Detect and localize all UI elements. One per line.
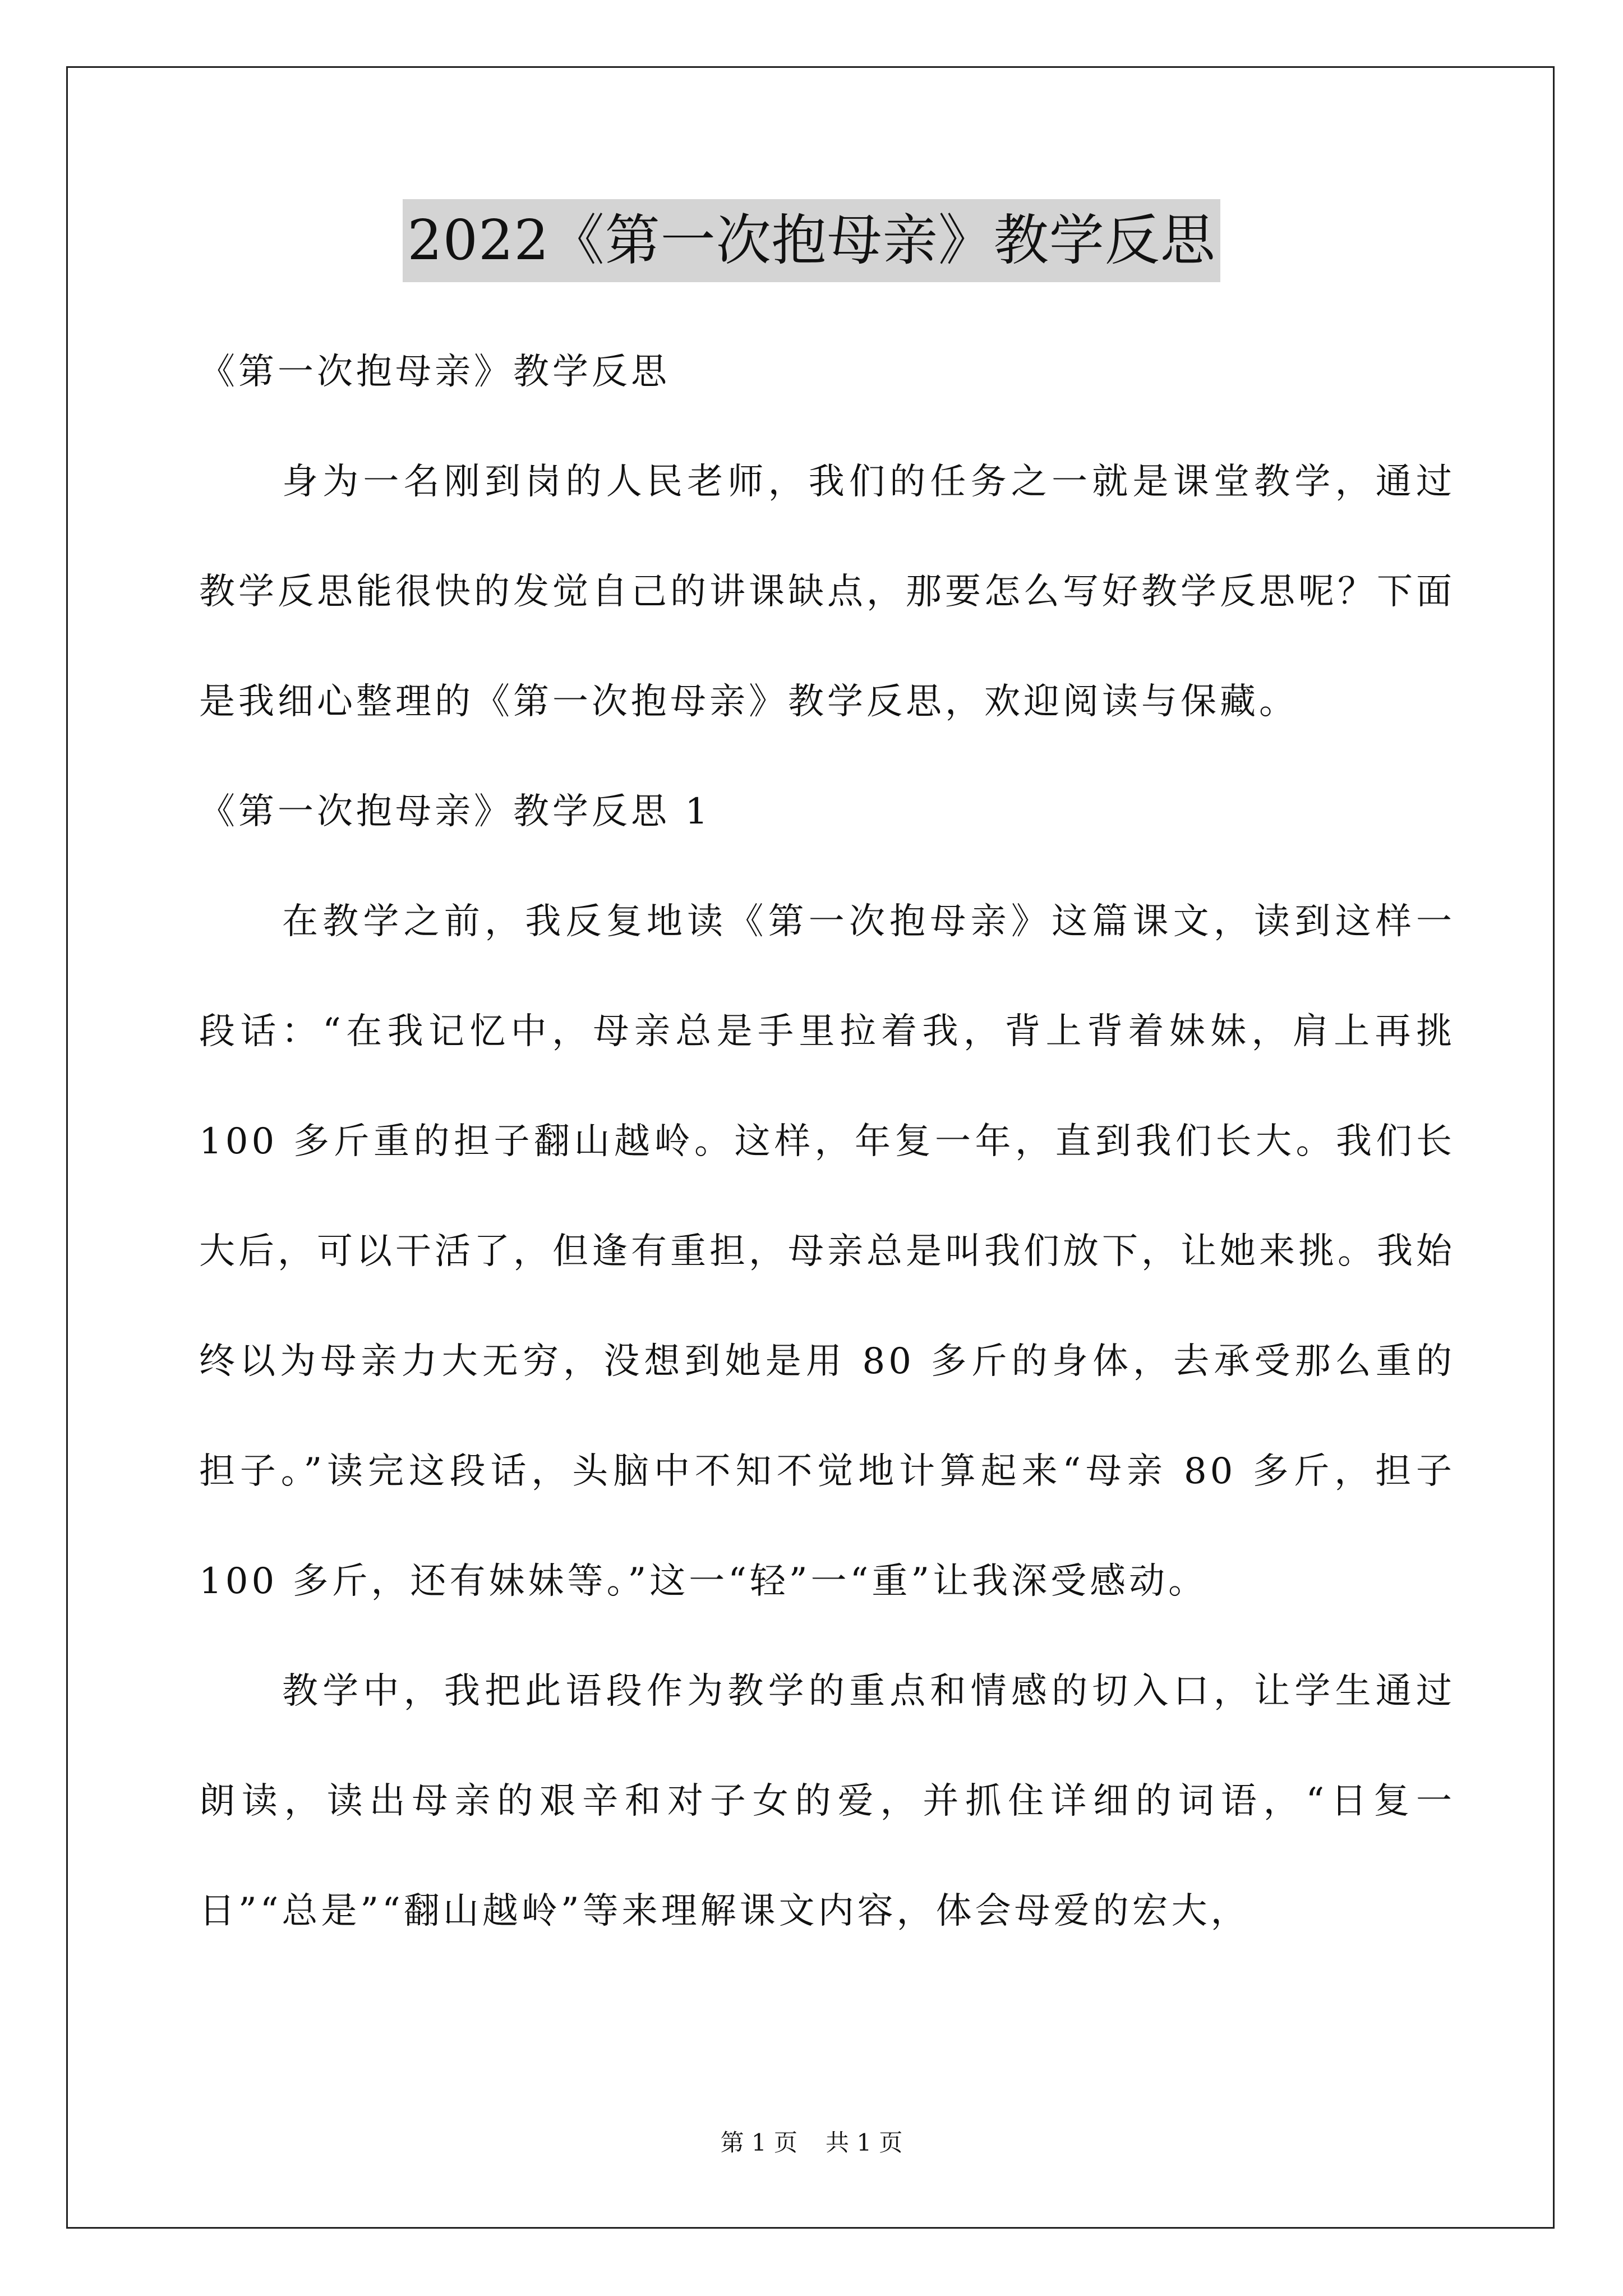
section-heading-1: 《第一次抱母亲》教学反思 1	[199, 791, 712, 832]
section-heading: 《第一次抱母亲》教学反思	[199, 351, 670, 393]
document-body	[199, 317, 1455, 1966]
document-title: 2022《第一次抱母亲》教学反思	[403, 199, 1220, 282]
body-paragraph: 在教学之前，我反复地读《第一次抱母亲》这篇课文，读到这样一段话：“在我记忆中，母亲总是手里拉着我，背上背着妹妹，肩上再挑 100 多斤重的担子翻山越岭。这样，年复一年，直到我们长大。我们长大后，可以干活了，但逢有重担，母亲总是叫我们放下，让她来挑。我始终以为母亲力大无穷，没想到她是用 80 多斤的身体，去承受那么重的担子。”读完这段话，头脑中不知不觉地计算起来“母亲 80 多斤，担子 100 多斤，还有妹妹等。”这一“轻”一“重”让我深受感动。	[199, 901, 1455, 1602]
title-container	[0, 199, 1623, 282]
page-footer	[0, 2126, 1623, 2160]
page-total: 共 1 页	[826, 2129, 903, 2156]
page-number: 第 1 页	[720, 2129, 797, 2156]
body-paragraph-2: 教学中，我把此语段作为教学的重点和情感的切入口，让学生通过朗读，读出母亲的艰辛和对子女的爱，并抓住详细的词语，“日复一日”“总是”“翻山越岭”等来理解课文内容，体会母爱的宏大，	[199, 1671, 1455, 1932]
intro-paragraph: 身为一名刚到岗的人民老师，我们的任务之一就是课堂教学，通过教学反思能很快的发觉自己的讲课缺点，那要怎么写好教学反思呢？下面是我细心整理的《第一次抱母亲》教学反思，欢迎阅读与保藏。	[199, 461, 1455, 723]
